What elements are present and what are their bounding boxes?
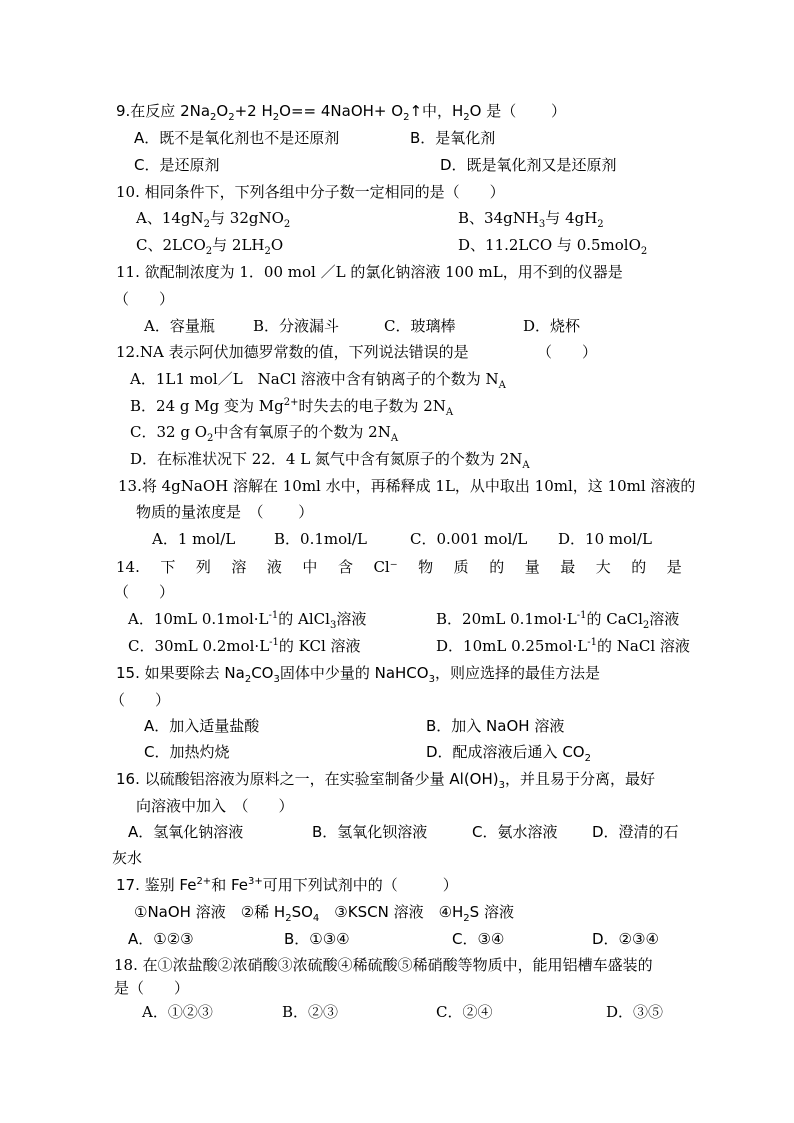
q15-stem: 15. 如果要除去 $Na_2CO_3$固体中少量的 NaHCO$_3$，则应选择的最佳方法是 <box>116 664 600 685</box>
q18-stem-line1: 18. 在①浓盐酸②浓硝酸③浓硫酸④稀硫酸⑤稀硝酸等物质中，能用铝槽车盛装的 <box>114 956 653 974</box>
q10-stem: 10. 相同条件下，下列各组中分子数一定相同的是（ ） <box>116 183 505 201</box>
q10-option-c: C、$2LCO_2$与 $2LH_2O$ <box>136 236 284 257</box>
q14-option-a: A．10mL $0.1mol\cdot L^{-1}$的 AlCl$_3$溶液 <box>128 610 367 631</box>
q10-option-a: A、$14gN_2$与 32gNO$_2$ <box>136 209 291 230</box>
q11-option-c: C．玻璃棒 <box>384 317 456 335</box>
q16-option-c: C．氨水溶液 <box>472 823 558 841</box>
q17-option-c: C．③④ <box>452 930 505 948</box>
q15-option-a: A．加入适量盐酸 <box>144 717 260 735</box>
q14-option-b: B．20mL $0.1mol\cdot L^{-1}$的 CaCl$_2$溶液 <box>436 610 680 631</box>
q17-option-b: B．①③④ <box>284 930 350 948</box>
q13-option-d: D．10 mol/L <box>558 530 652 548</box>
q15-option-d: D．配成溶液后通入 $CO_2$ <box>426 743 591 764</box>
q14-stem <box>116 557 682 577</box>
q16-stem-line2: 向溶液中加入 （ ） <box>136 797 294 815</box>
q13-option-a: A．1 mol/L <box>152 530 236 548</box>
q14-word: 物 <box>418 558 434 576</box>
q17-option-a: A．①②③ <box>128 930 194 948</box>
q16-option-d-continued: 灰水 <box>112 849 143 867</box>
q9-option-b: B．是氧化剂 <box>410 129 496 147</box>
q12-stem: 12.NA 表示阿伏加德罗常数的值，下列说法错误的是 <box>116 343 469 361</box>
q13-option-c: C．0.001 mol/L <box>410 530 528 548</box>
q14-word: 含 <box>337 558 353 576</box>
q12-option-b: B．24 g Mg 变为 $Mg^{2+}$时失去的电子数为 $2N_A$ <box>130 397 454 418</box>
q17-option-d: D．②③④ <box>592 930 659 948</box>
q18-option-d: D．③⑤ <box>606 1003 664 1021</box>
q11-option-a: A．容量瓶 <box>144 317 215 335</box>
q18-option-c: C．②④ <box>436 1003 493 1021</box>
q13-stem-line1: 13.将 4gNaOH 溶解在 10ml 水中，再稀释成 1L，从中取出 10ml，这 10ml 溶液的 <box>118 477 696 495</box>
q16-option-d: D．澄清的石 <box>592 823 679 841</box>
q9-option-a: A．既不是氧化剂也不是还原剂 <box>134 129 340 147</box>
q14-word: 溶 <box>231 558 247 576</box>
q14-word: 列 <box>195 558 211 576</box>
q17-stem: 17. 鉴别 $Fe^{2+}$和 $Fe^{3+}$可用下列试剂中的（ ） <box>116 876 458 894</box>
q16-option-b: B．氢氧化钡溶液 <box>312 823 428 841</box>
q14-word: 下 <box>160 558 176 576</box>
q16-stem-line1: 16. 以硫酸铝溶液为原料之一，在实验室制备少量 $Al(OH)_3$，并且易于分离，最好 <box>116 770 656 791</box>
q14-option-c: C．30mL $0.2mol\cdot L^{-1}$的 KCl 溶液 <box>128 637 361 655</box>
q18-option-b: B．②③ <box>282 1003 339 1021</box>
q18-option-a: A．①②③ <box>142 1003 213 1021</box>
q11-stem: 11. 欲配制浓度为 1．00 mol ／L 的氯化钠溶液 100 mL，用不到的仪器是 <box>116 263 623 281</box>
q9-stem: 9.在反应 $2Na_2O_2+2$ $H_2O==$ 4NaOH+ $O_2↑$中，$H_2O$ 是（ ） <box>116 102 567 123</box>
q10-option-b: B、34gNH$_3$与 $4gH_2$ <box>458 209 604 230</box>
q13-stem-line2: 物质的量浓度是 （ ） <box>136 503 314 521</box>
q15-option-c: C．加热灼烧 <box>144 743 230 761</box>
q14-word: 大 <box>595 558 611 576</box>
q11-option-d: D．烧杯 <box>523 317 581 335</box>
q12-option-d: D．在标准状况下 22．4 L 氮气中含有氮原子的个数为 $2N_A$ <box>130 450 530 471</box>
q17-reagents: ①NaOH 溶液 ②稀 $H_2SO_4$ ③KSCN 溶液 $④H_2S$ 溶液 <box>134 903 514 924</box>
q10-option-d: D、11.2LCO 与 0.5molO$_2$ <box>458 236 648 257</box>
q11-option-b: B．分液漏斗 <box>253 317 340 335</box>
q14-word: 的 <box>489 558 505 576</box>
q14-word: 中 <box>302 558 318 576</box>
q12-option-a: A．1L1 mol／L NaCl 溶液中含有钠离子的个数为 $N_A$ <box>130 370 506 391</box>
q15-paren: （ ） <box>110 691 171 709</box>
q18-stem-line2: 是（ ） <box>114 979 190 997</box>
q12-paren: （ ） <box>537 343 598 361</box>
q11-paren: （ ） <box>114 290 175 308</box>
q14-option-d: D．10mL $0.25mol\cdot L^{-1}$的 NaCl 溶液 <box>436 637 690 655</box>
q14-word: 是 <box>666 558 682 576</box>
q13-option-b: B．0.1mol/L <box>274 530 367 548</box>
q14-word: 量 <box>524 558 540 576</box>
q14-word: 最 <box>560 558 576 576</box>
q14-word: 质 <box>453 558 469 576</box>
q14-word: 14. <box>116 558 140 576</box>
q14-word: 的 <box>631 558 647 576</box>
q14-word: 液 <box>266 558 282 576</box>
q16-option-a: A．氢氧化钠溶液 <box>128 823 244 841</box>
q15-option-b: B．加入 NaOH 溶液 <box>426 717 565 735</box>
q9-option-d: D．既是氧化剂又是还原剂 <box>440 156 617 174</box>
q12-option-c: C．32 g $O_2$中含有氧原子的个数为 $2N_A$ <box>130 423 399 444</box>
q14-paren: （ ） <box>114 583 175 601</box>
q9-option-c: C．是还原剂 <box>134 156 220 174</box>
q14-word: Cl⁻ <box>373 558 398 576</box>
